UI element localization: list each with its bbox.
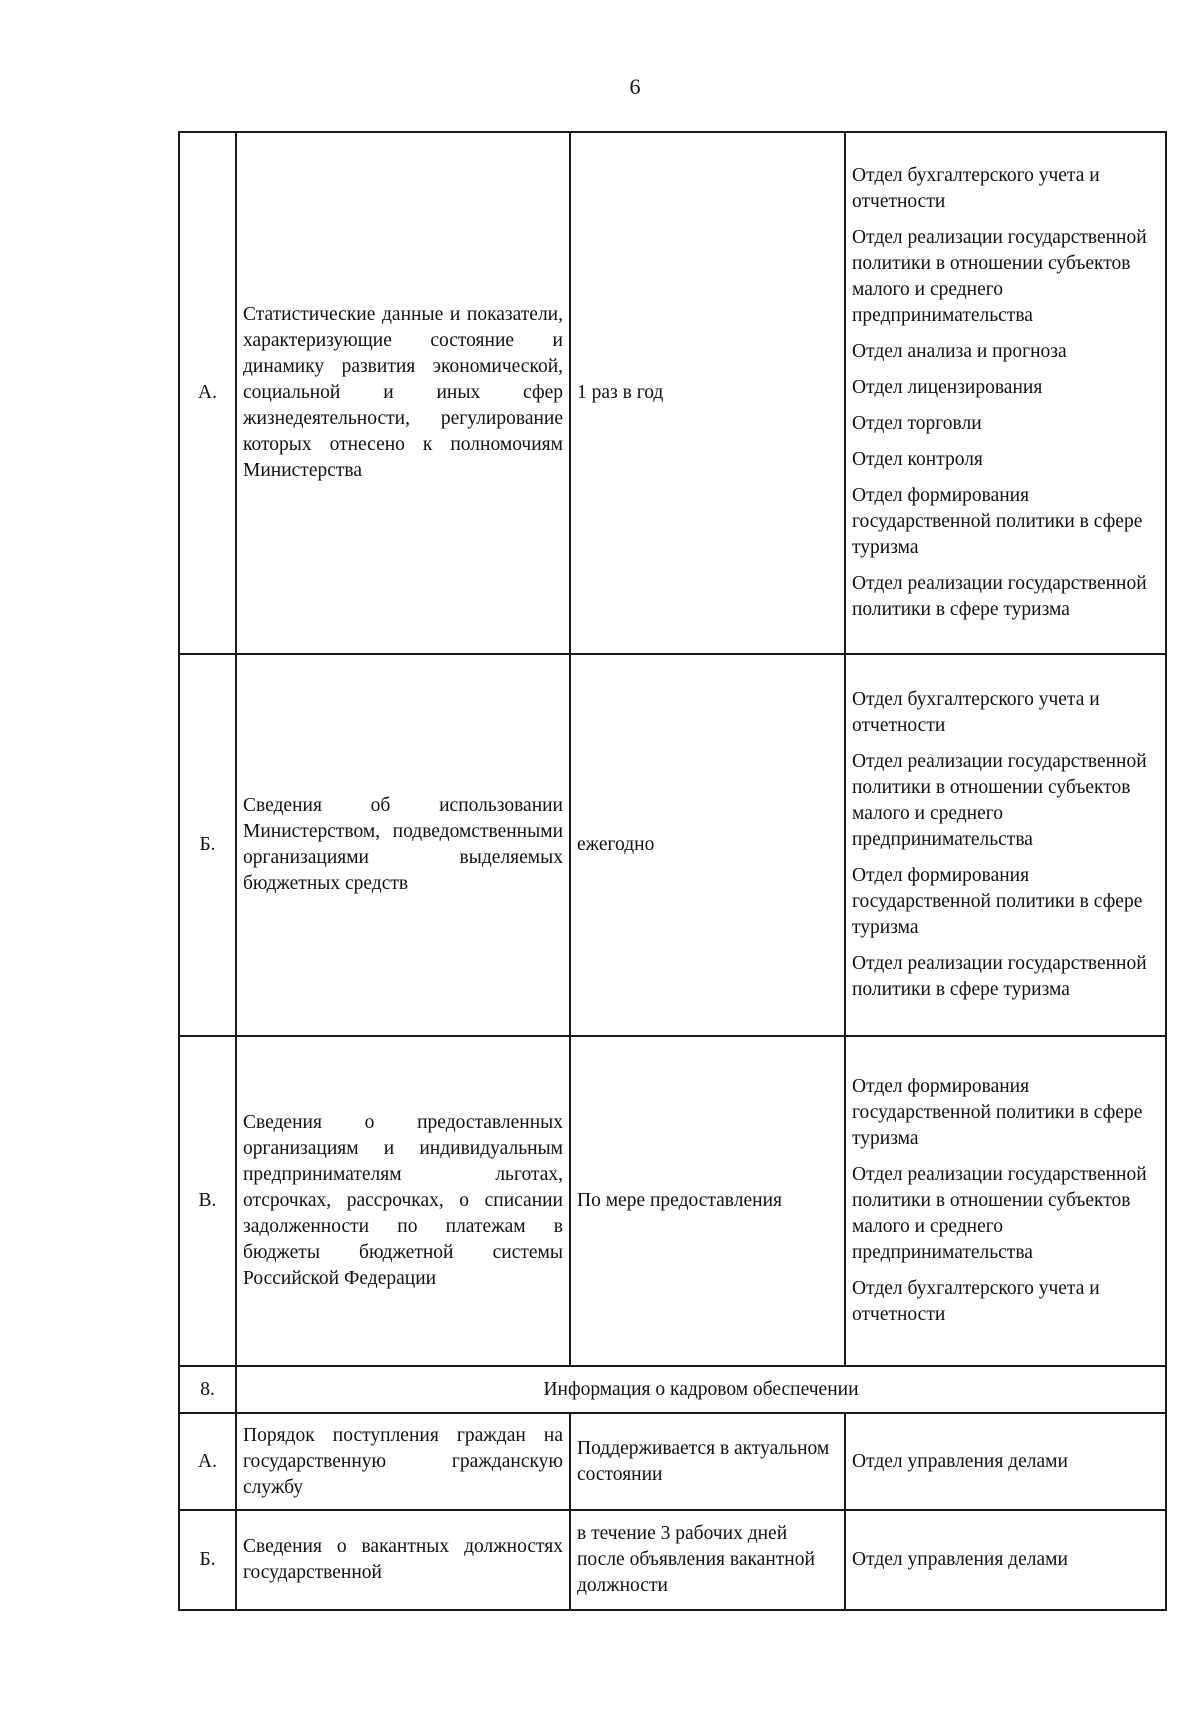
responsible-department: Отдел формирования государственной политики в сфере туризма	[852, 1076, 1143, 1149]
section-title: Информация о кадровом обеспечении	[236, 1366, 1166, 1413]
row-responsible	[845, 132, 1166, 654]
row-description: Порядок поступления граждан на государственную гражданскую службу	[236, 1413, 570, 1510]
table-row	[179, 654, 1166, 1036]
row-frequency: По мере предоставления	[570, 1036, 845, 1366]
responsible-department: Отдел бухгалтерского учета и отчетности	[852, 165, 1100, 212]
responsible-department: Отдел реализации государственной политики в отношении субъектов малого и среднего предпринимательства	[852, 1164, 1147, 1263]
row-number: А.	[179, 132, 236, 654]
table-row	[179, 1413, 1166, 1510]
table-row	[179, 1510, 1166, 1610]
table-row	[179, 132, 1166, 654]
section-header-row	[179, 1366, 1166, 1413]
responsible-department: Отдел реализации государственной политики в сфере туризма	[852, 953, 1147, 1000]
page-number: 6	[629, 74, 641, 99]
row-number: Б.	[179, 654, 236, 1036]
row-description: Статистические данные и показатели, характеризующие состояние и динамику развития экономической, социальной и иных сфер жизнедеятельности, регулирование которых отнесено к полномочиям Министерства	[236, 132, 570, 654]
responsible-department: Отдел реализации государственной политики в отношении субъектов малого и среднего предпринимательства	[852, 751, 1147, 850]
row-number: Б.	[179, 1510, 236, 1610]
row-responsible	[845, 1036, 1166, 1366]
row-description: Сведения о предоставленных организациям и индивидуальным предпринимателям льготах, отсрочках, рассрочках, о списании задолженности по платежам в бюджеты бюджетной системы Российской Федерации	[236, 1036, 570, 1366]
row-frequency: ежегодно	[570, 654, 845, 1036]
responsible-department: Отдел контроля	[852, 449, 983, 470]
responsible-department: Отдел формирования государственной политики в сфере туризма	[852, 485, 1143, 558]
row-description: Сведения об использовании Министерством, подведомственными организациями выделяемых бюджетных средств	[236, 654, 570, 1036]
row-responsible	[845, 654, 1166, 1036]
responsible-department: Отдел реализации государственной политики в сфере туризма	[852, 573, 1147, 620]
information-table	[178, 131, 1167, 1611]
row-responsible: Отдел управления делами	[845, 1510, 1166, 1610]
row-responsible: Отдел управления делами	[845, 1413, 1166, 1510]
responsible-department: Отдел бухгалтерского учета и отчетности	[852, 1278, 1100, 1325]
row-description: Сведения о вакантных должностях государственной	[236, 1510, 570, 1610]
responsible-department: Отдел анализа и прогноза	[852, 341, 1067, 362]
responsible-department: Отдел реализации государственной политики в отношении субъектов малого и среднего предпринимательства	[852, 227, 1147, 326]
row-frequency: в течение 3 рабочих дней после объявления вакантной должности	[570, 1510, 845, 1610]
responsible-department: Отдел формирования государственной политики в сфере туризма	[852, 865, 1143, 938]
responsible-department: Отдел торговли	[852, 413, 982, 434]
row-frequency: 1 раз в год	[570, 132, 845, 654]
responsible-department: Отдел бухгалтерского учета и отчетности	[852, 689, 1100, 736]
table-row	[179, 1036, 1166, 1366]
row-number: А.	[179, 1413, 236, 1510]
section-number: 8.	[179, 1366, 236, 1413]
row-frequency: Поддерживается в актуальном состоянии	[570, 1413, 845, 1510]
row-number: В.	[179, 1036, 236, 1366]
responsible-department: Отдел лицензирования	[852, 377, 1043, 398]
